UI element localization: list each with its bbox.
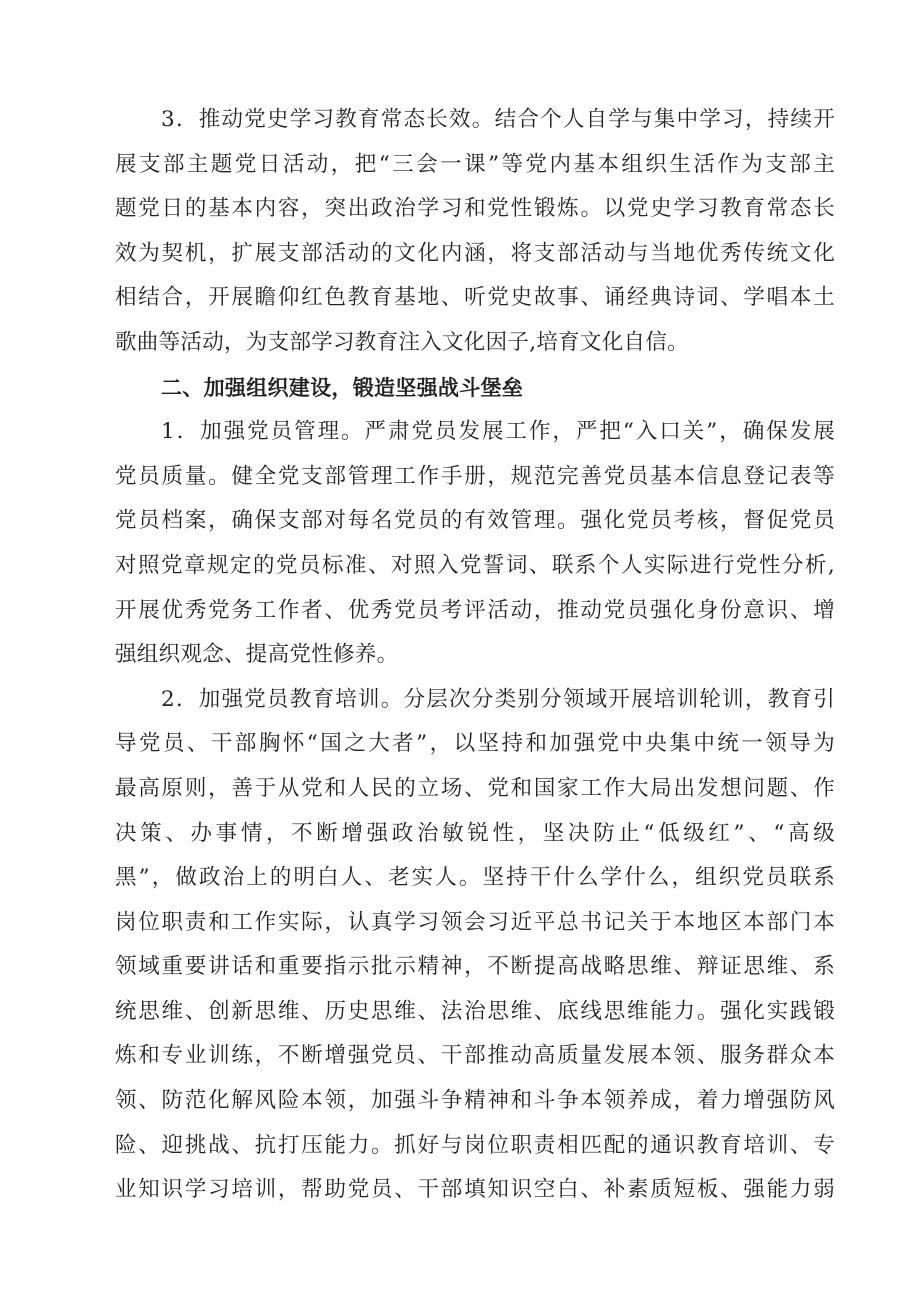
paragraph-3 [115, 98, 835, 366]
paragraph-line: 效为契机，扩展支部活动的文化内涵，将支部活动与当地优秀传统文化 [115, 240, 835, 266]
paragraph-line: 最高原则，善于从党和人民的立场、党和国家工作大局出发想问题、作 [115, 775, 835, 801]
paragraph-1 [115, 410, 835, 678]
paragraph-line: 统思维、创新思维、历史思维、法治思维、底线思维能力。强化实践锻 [115, 998, 835, 1024]
paragraph-line: 3．推动党史学习教育常态长效。结合个人自学与集中学习，持续开 [161, 107, 835, 132]
paragraph-line: 领、防范化解风险本领，加强斗争精神和斗争本领养成，着力增强防风 [115, 1088, 835, 1114]
paragraph-line: 展支部主题党日活动，把“三会一课”等党内基本组织生活作为支部主 [115, 151, 835, 177]
paragraph-line: 黑”，做政治上的明白人、老实人。坚持干什么学什么，组织党员联系 [115, 865, 835, 891]
paragraph-line: 险、迎挑战、抗打压能力。抓好与岗位职责相匹配的通识教育培训、专 [115, 1132, 835, 1158]
paragraph-2 [115, 678, 835, 1213]
paragraph-line: 党员质量。健全党支部管理工作手册，规范完善党员基本信息登记表等 [115, 463, 835, 489]
paragraph-line: 业知识学习培训，帮助党员、干部填知识空白、补素质短板、强能力弱 [115, 1177, 835, 1203]
paragraph-line: 歌曲等活动，为支部学习教育注入文化因子,培育文化自信。 [115, 329, 689, 355]
section-heading: 二、加强组织建设，锻造坚强战斗堡垒 [161, 375, 524, 400]
paragraph-line: 决策、办事情，不断增强政治敏锐性，坚决防止“低级红”、“高级 [115, 820, 835, 846]
paragraph-line: 炼和专业训练，不断增强党员、干部推动高质量发展本领、服务群众本 [115, 1043, 835, 1069]
paragraph-line: 开展优秀党务工作者、优秀党员考评活动，推动党员强化身份意识、增 [115, 597, 835, 623]
paragraph-line: 党员档案，确保支部对每名党员的有效管理。强化党员考核，督促党员 [115, 508, 835, 534]
paragraph-line: 1．加强党员管理。严肃党员发展工作，严把“入口关”，确保发展 [161, 419, 835, 445]
paragraph-line: 领域重要讲话和重要指示批示精神，不断提高战略思维、辩证思维、系 [115, 954, 835, 980]
paragraph-line: 题党日的基本内容，突出政治学习和党性锻炼。以党史学习教育常态长 [115, 196, 835, 222]
paragraph-line: 强组织观念、提高党性修养。 [115, 642, 399, 668]
paragraph-line: 岗位职责和工作实际，认真学习领会习近平总书记关于本地区本部门本 [115, 909, 835, 935]
document-page [115, 98, 835, 1213]
paragraph-line: 2．加强党员教育培训。分层次分类别分领域开展培训轮训，教育引 [161, 686, 835, 712]
paragraph-line: 对照党章规定的党员标准、对照入党誓词、联系个人实际进行党性分析, [115, 552, 835, 578]
paragraph-line: 相结合，开展瞻仰红色教育基地、听党史故事、诵经典诗词、学唱本土 [115, 285, 835, 311]
paragraph-line: 导党员、干部胸怀“国之大者”，以坚持和加强党中央集中统一领导为 [115, 731, 835, 757]
